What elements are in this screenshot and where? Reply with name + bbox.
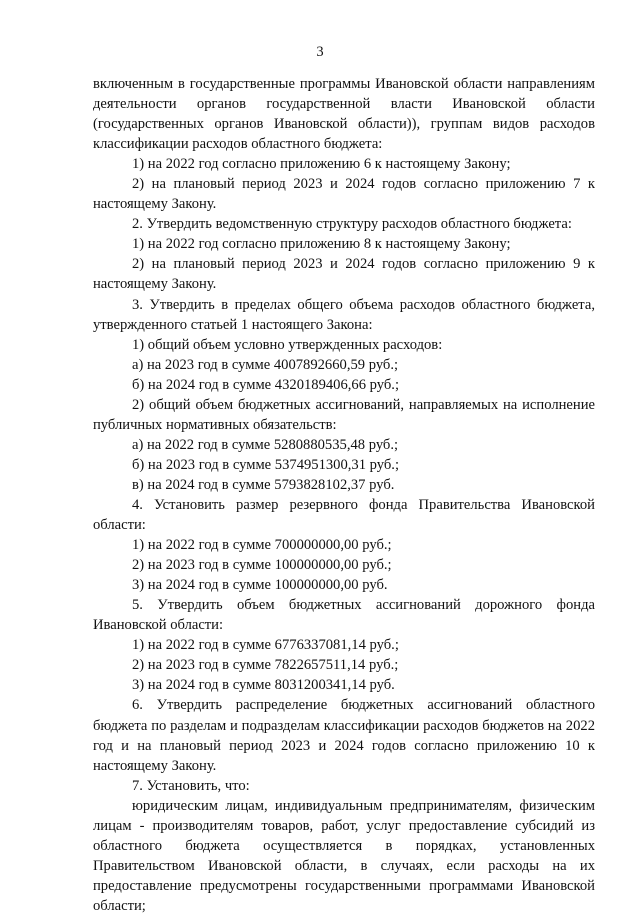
clause-7: 7. Установить, что: bbox=[132, 777, 250, 794]
list-item: 3) на 2024 год в сумме 8031200341,14 руб. bbox=[132, 677, 395, 694]
paragraph-continuation: включенным в государственные программы Ивановской области направлениям деятельности органов государственной власти Ивановской области (государственных органов Ивановской области)), группам видов расходов классификации расходов областного бюджета: bbox=[93, 76, 595, 153]
clause-5: 5. Утвердить объем бюджетных ассигнований дорожного фонда Ивановской области: bbox=[93, 597, 595, 634]
list-item: 2) на 2023 год в сумме 7822657511,14 руб.; bbox=[132, 657, 399, 674]
list-item: в) на 2024 год в сумме 5793828102,37 руб. bbox=[132, 476, 395, 493]
list-item: 1) на 2022 год в сумме 700000000,00 руб.; bbox=[132, 537, 392, 554]
list-item: 1) на 2022 год в сумме 6776337081,14 руб.; bbox=[132, 637, 399, 654]
list-item: 1) на 2022 год согласно приложению 6 к настоящему Закону; bbox=[132, 156, 511, 173]
clause-4: 4. Установить размер резервного фонда Правительства Ивановской области: bbox=[93, 496, 595, 534]
clause-7-text: юридическим лицам, индивидуальным предпринимателям, физическим лицам - производителям товаров, работ, услуг предоставление субсидий из областного бюджета осуществляется в порядках, установленных Правительством Ивановской области, в случаях, если расходы на их предоставление предусмотрены государственными программами Ивановской области; bbox=[93, 797, 595, 914]
list-item: а) на 2022 год в сумме 5280880535,48 руб.; bbox=[132, 436, 399, 453]
list-item: 2) на плановый период 2023 и 2024 годов согласно приложению 7 к настоящему Закону. bbox=[93, 176, 595, 213]
list-item: 2) на плановый период 2023 и 2024 годов согласно приложению 9 к настоящему Закону. bbox=[93, 256, 595, 293]
list-item: 2) общий объем бюджетных ассигнований, направляемых на исполнение публичных нормативных обязательств: bbox=[93, 396, 595, 433]
list-item: 1) на 2022 год согласно приложению 8 к настоящему Закону; bbox=[132, 236, 511, 253]
list-item: б) на 2024 год в сумме 4320189406,66 руб.; bbox=[132, 376, 399, 393]
list-item: 2) на 2023 год в сумме 100000000,00 руб.; bbox=[132, 557, 392, 574]
list-item: 1) общий объем условно утвержденных расходов: bbox=[132, 336, 443, 353]
list-item: 3) на 2024 год в сумме 100000000,00 руб. bbox=[132, 577, 388, 594]
clause-6: 6. Утвердить распределение бюджетных ассигнований областного бюджета по разделам и подразделам классификации расходов бюджетов на 2022 год и на плановый период 2023 и 2024 годов согласно приложению 10 к настоящему Закону. bbox=[93, 697, 595, 774]
document-body bbox=[93, 74, 595, 916]
list-item: а) на 2023 год в сумме 4007892660,59 руб.; bbox=[132, 356, 399, 373]
page-number: 3 bbox=[316, 44, 324, 60]
list-item: б) на 2023 год в сумме 5374951300,31 руб.; bbox=[132, 456, 399, 473]
clause-2: 2. Утвердить ведомственную структуру расходов областного бюджета: bbox=[132, 216, 572, 233]
clause-3: 3. Утвердить в пределах общего объема расходов областного бюджета, утвержденного статьей 1 настоящего Закона: bbox=[93, 296, 595, 333]
